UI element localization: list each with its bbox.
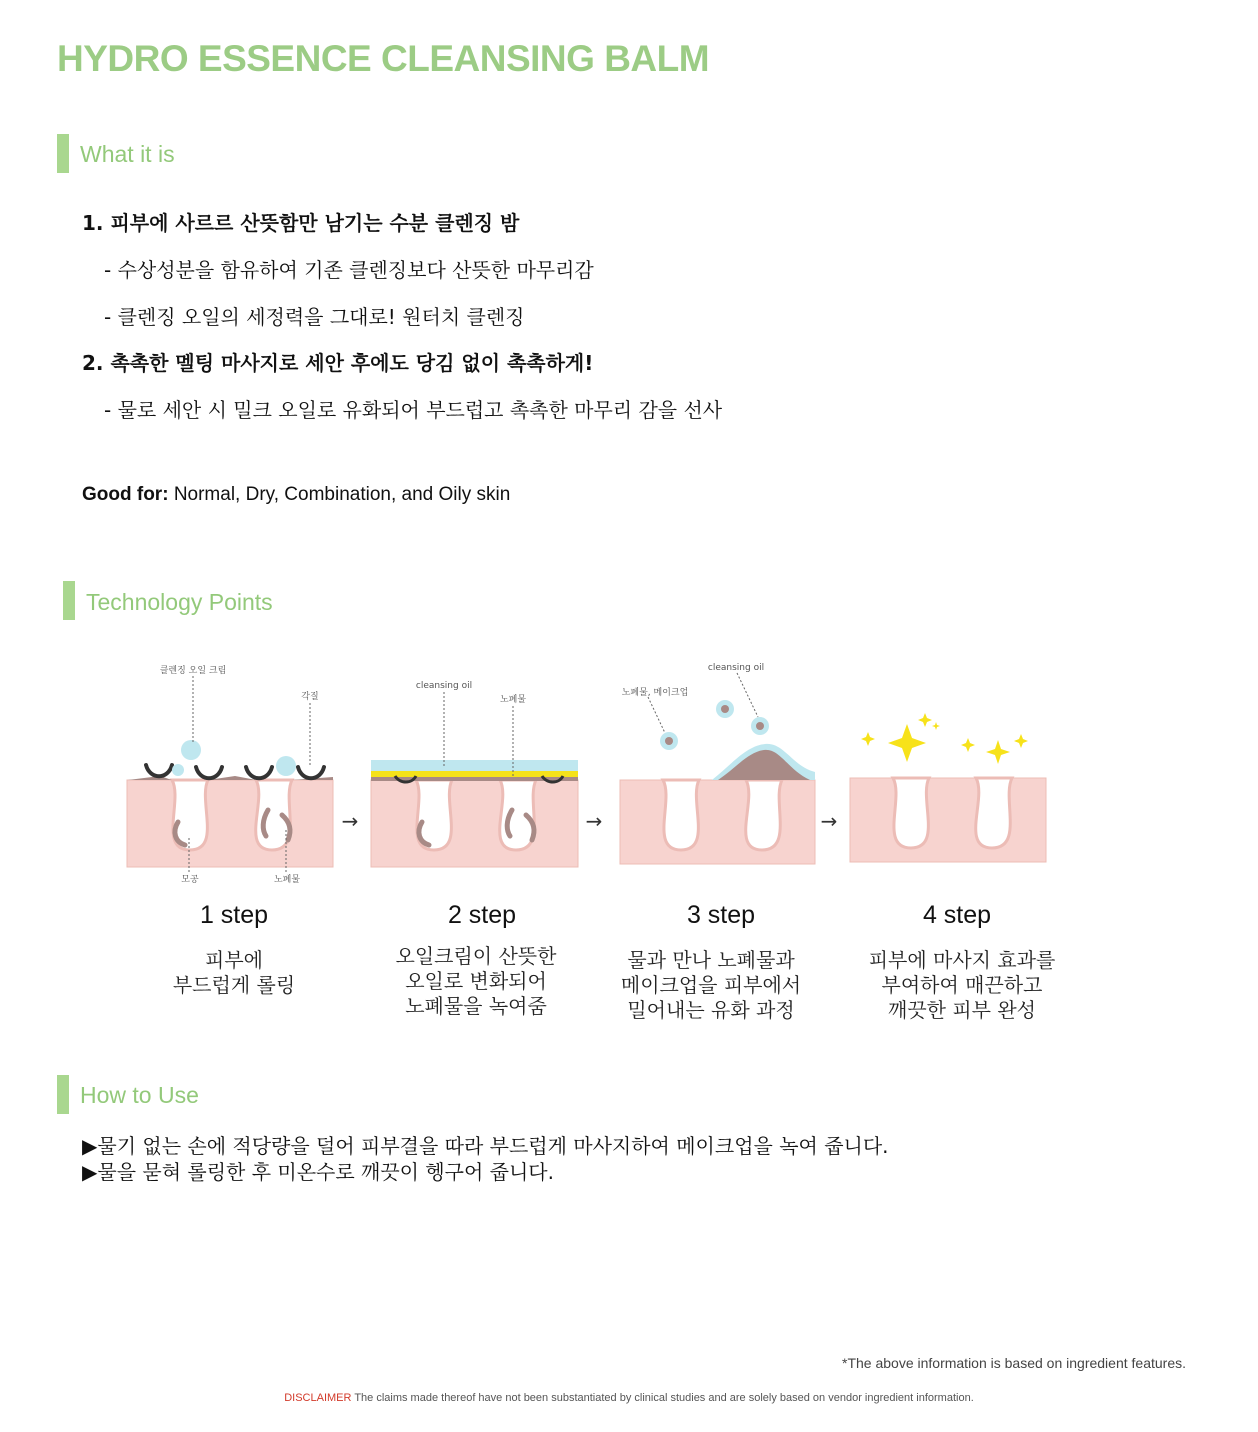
- feature-point-1-detail-2: - 클렌징 오일의 세정력을 그대로! 원터치 클렌징: [104, 305, 525, 329]
- step-1-description: 피부에 부드럽게 롤링: [172, 948, 296, 997]
- step-3-title: 3 step: [686, 901, 756, 929]
- section-marker: [57, 134, 69, 173]
- disclaimer-text: The claims made thereof have not been substantiated by clinical studies and are solely based on vendor ingredient information.: [351, 1392, 974, 1404]
- section-marker: [57, 1075, 69, 1114]
- usage-step-2: ▶물을 묻혀 롤링한 후 미온수로 깨끗이 헹구어 줍니다.: [82, 1160, 554, 1184]
- step-2-title: 2 step: [447, 901, 517, 929]
- step-4-description: 피부에 마사지 효과를 부여하여 매끈하고 깨끗한 피부 완성: [868, 948, 1056, 1022]
- section-marker: [63, 581, 75, 620]
- step-4-illustration: [850, 713, 1046, 862]
- good-for-label: Good for:: [82, 484, 169, 505]
- label-waste: 노폐물: [273, 875, 301, 885]
- step-1-illustration: [127, 664, 333, 885]
- arrow-2: →: [585, 809, 603, 833]
- arrow-1: →: [341, 809, 359, 833]
- good-for-value: Normal, Dry, Combination, and Oily skin: [173, 484, 511, 505]
- label-waste-makeup: 노폐물, 메이크업: [621, 688, 689, 698]
- label-cleansing-cream: 클렌징 오일 크림: [159, 666, 227, 676]
- label-pore: 모공: [181, 875, 199, 885]
- step-3-illustration: [620, 663, 815, 864]
- section-title-how-to-use: How to Use: [80, 1082, 199, 1108]
- step-3-description: 물과 만나 노폐물과 메이크업을 피부에서 밀어내는 유화 과정: [620, 948, 802, 1022]
- step-2-illustration: [371, 681, 578, 867]
- label-keratin: 각질: [301, 692, 319, 702]
- disclaimer: [0, 1392, 1258, 1404]
- step-1-title: 1 step: [199, 901, 269, 929]
- step-2-description: 오일크림이 산뜻한 오일로 변화되어 노폐물을 녹여줌: [395, 944, 557, 1018]
- label-cleansing-oil: cleansing oil: [415, 681, 473, 691]
- feature-point-2: 2. 촉촉한 멜팅 마사지로 세안 후에도 당김 없이 촉촉하게!: [82, 351, 594, 375]
- technology-steps-diagram: [0, 640, 1258, 900]
- sparkle-icon: [861, 713, 1028, 764]
- feature-point-1: 1. 피부에 사르르 산뜻함만 남기는 수분 클렌징 밤: [82, 211, 520, 235]
- usage-step-1: ▶물기 없는 손에 적당량을 덜어 피부결을 따라 부드럽게 마사지하여 메이크업을 녹여 줍니다.: [82, 1134, 889, 1158]
- ingredient-note: *The above information is based on ingredient features.: [842, 1355, 1186, 1371]
- label-waste-2: 노폐물: [499, 695, 527, 705]
- feature-point-2-detail-1: - 물로 세안 시 밀크 오일로 유화되어 부드럽고 촉촉한 마무리 감을 선사: [104, 398, 723, 422]
- feature-point-1-detail-1: - 수상성분을 함유하여 기존 클렌징보다 산뜻한 마무리감: [104, 258, 594, 282]
- label-cleansing-oil-2: cleansing oil: [707, 663, 765, 673]
- section-title-technology-points: Technology Points: [86, 589, 273, 615]
- arrow-3: →: [820, 809, 838, 833]
- disclaimer-label: DISCLAIMER: [284, 1392, 352, 1404]
- step-4-title: 4 step: [922, 901, 992, 929]
- section-title-what-it-is: What it is: [80, 141, 175, 167]
- good-for-line: [82, 484, 510, 506]
- page-title: HYDRO ESSENCE CLEANSING BALM: [57, 38, 710, 79]
